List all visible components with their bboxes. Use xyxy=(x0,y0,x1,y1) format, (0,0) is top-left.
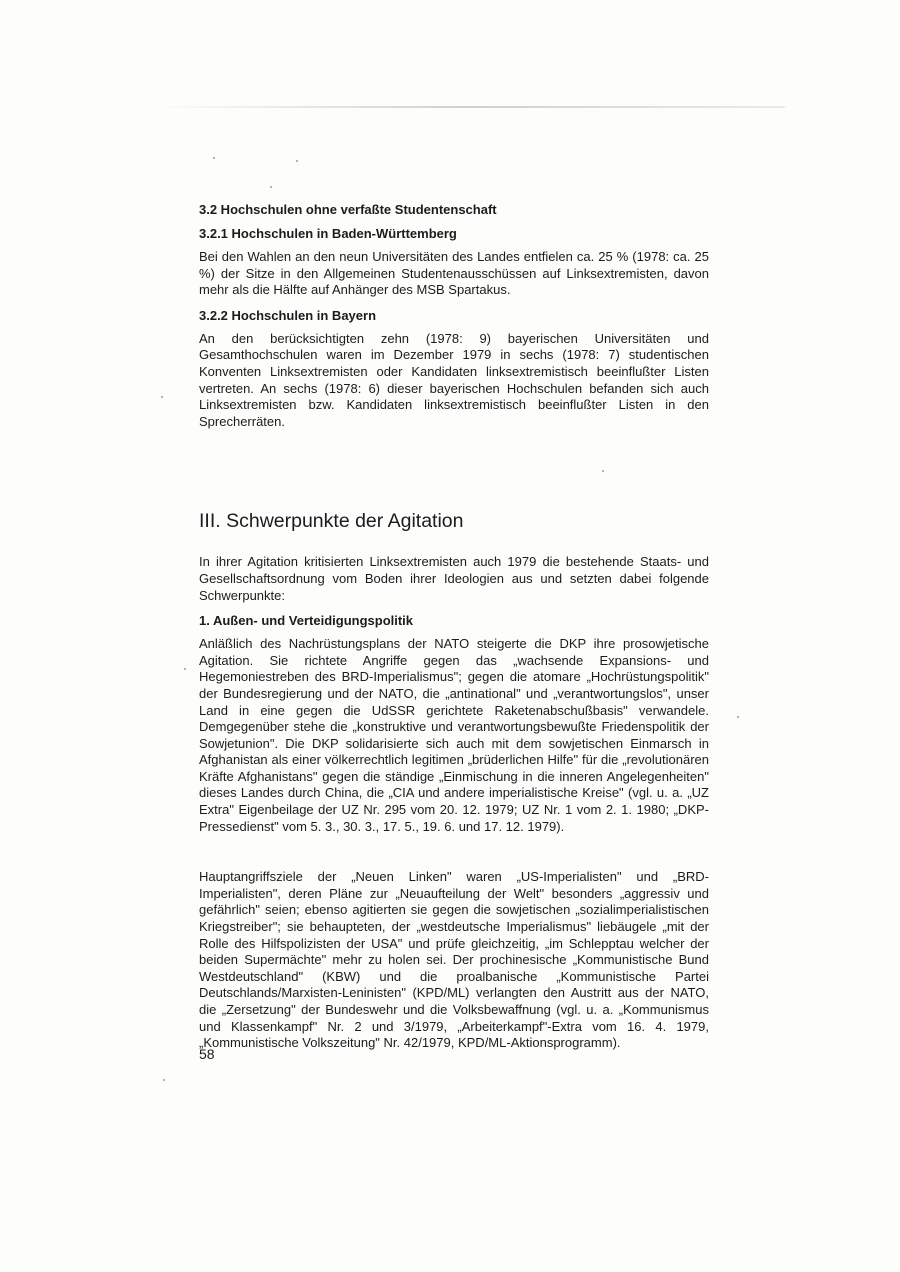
heading-3-2: 3.2 Hochschulen ohne verfaßte Studentenschaft xyxy=(199,202,497,217)
chapter-intro: In ihrer Agitation kritisierten Linksextremisten auch 1979 die bestehende Staats- und Gesellschaftsordnung vom Boden ihrer Ideologien aus und setzten dabei folgende Schwerpunkte: xyxy=(199,554,709,603)
heading-3-2-2: 3.2.2 Hochschulen in Bayern xyxy=(199,307,377,323)
page-content xyxy=(199,201,709,1060)
paragraph-3-2-1: Bei den Wahlen an den neun Universitäten des Landes entfielen ca. 25 % (1978: ca. 25 %) der Sitze in den Allgemeinen Studentenausschüssen auf Linksextremisten, davon mehr als die Hälfte auf Anhänger des MSB Spartakus. xyxy=(199,249,709,298)
paragraph-3-2-2: An den berücksichtigten zehn (1978: 9) bayerischen Universitäten und Gesamthochschulen waren im Dezember 1979 in sechs (1978: 7) studentischen Konventen Linksextremisten oder Kandidaten linksextremistisch beeinflußter Listen vertreten. An sechs (1978: 6) dieser bayerischen Hochschulen befanden sich auch Linksextremisten bzw. Kandidaten linksextremistisch beeinflußter Listen in den Sprecherräten. xyxy=(199,330,709,429)
scan-speck xyxy=(163,1079,165,1081)
paragraph-gap xyxy=(199,843,709,869)
scan-speck xyxy=(270,186,272,188)
scan-speck xyxy=(184,668,186,670)
heading-section-1: 1. Außen- und Verteidigungspolitik xyxy=(199,613,414,629)
page-number: 58 xyxy=(199,1046,215,1062)
paragraph-section-1-b: Hauptangriffsziele der „Neuen Linken" waren „US-Imperialisten" und „BRD-Imperialisten", deren Pläne zur „Neuaufteilung der Welt" besonders „aggressiv und gefährlich" seien; ebenso agitierten sie gegen die sowjetischen „sozialimperialistischen Kriegstreiber"; sie behaupteten, der „westdeutsche Imperialismus" liebäugele „mit der Rolle des Hilfspolizisten der USA" und prüfe gleichzeitig, „im Schlepptau welcher der beiden Supermächte" mehr zu holen sei. Der prochinesische „Kommunistische Bund Westdeutschland" (KBW) und die proalbanische „Kommunistische Partei Deutschlands/Marxisten-Leninisten" (KPD/ML) verlangten den Austritt aus der NATO, die „Zersetzung" der Bundeswehr und die Volksbewaffnung (vgl. u. a. „Kommunismus und Klassenkampf" Nr. 2 und 3/1979, „Arbeiterkampf"-Extra vom 16. 4. 1979, „Kommunistische Volkszeitung" Nr. 42/1979, KPD/ML-Aktionsprogramm). xyxy=(199,869,709,1051)
scan-speck xyxy=(737,716,739,718)
heading-3-2-1: 3.2.1 Hochschulen in Baden-Württemberg xyxy=(199,226,457,241)
chapter-title: III. Schwerpunkte der Agitation xyxy=(199,510,464,533)
scan-speck xyxy=(213,157,215,159)
scan-speck xyxy=(161,396,163,398)
paragraph-section-1-a: Anläßlich des Nachrüstungsplans der NATO steigerte die DKP ihre prosowjetische Agitation. Sie richtete Angriffe gegen das „wachsende Expansions- und Hegemoniestreben des BRD-Imperialismus"; gegen die atomare „Hochrüstungspolitik" der Bundesregierung und der NATO, die „antinational" und „verantwortungslos", unser Land in eine gegen die UdSSR gerichtete Raketenabschußbasis" verwandele. Demgegenüber stehe die „konstruktive und verantwortungsbewußte Friedenspolitik der Sowjetunion". Die DKP solidarisierte sich auch mit dem sowjetischen Einmarsch in Afghanistan als einer völkerrechtlich legitimen „brüderlichen Hilfe" für die „revolutionären Kräfte Afghanistans" gegen die ständige „Einmischung in die inneren Angelegenheiten" dieses Landes durch China, die „CIA und andere imperialistische Kreise" (vgl. u. a. „UZ Extra" Eigenbeilage der UZ Nr. 295 vom 20. 12. 1979; UZ Nr. 1 vom 2. 1. 1980; „DKP-Pressedienst" vom 5. 3., 30. 3., 17. 5., 19. 6. und 17. 12. 1979). xyxy=(199,636,709,834)
scan-artifact-line xyxy=(150,106,785,108)
scan-speck xyxy=(296,160,298,162)
